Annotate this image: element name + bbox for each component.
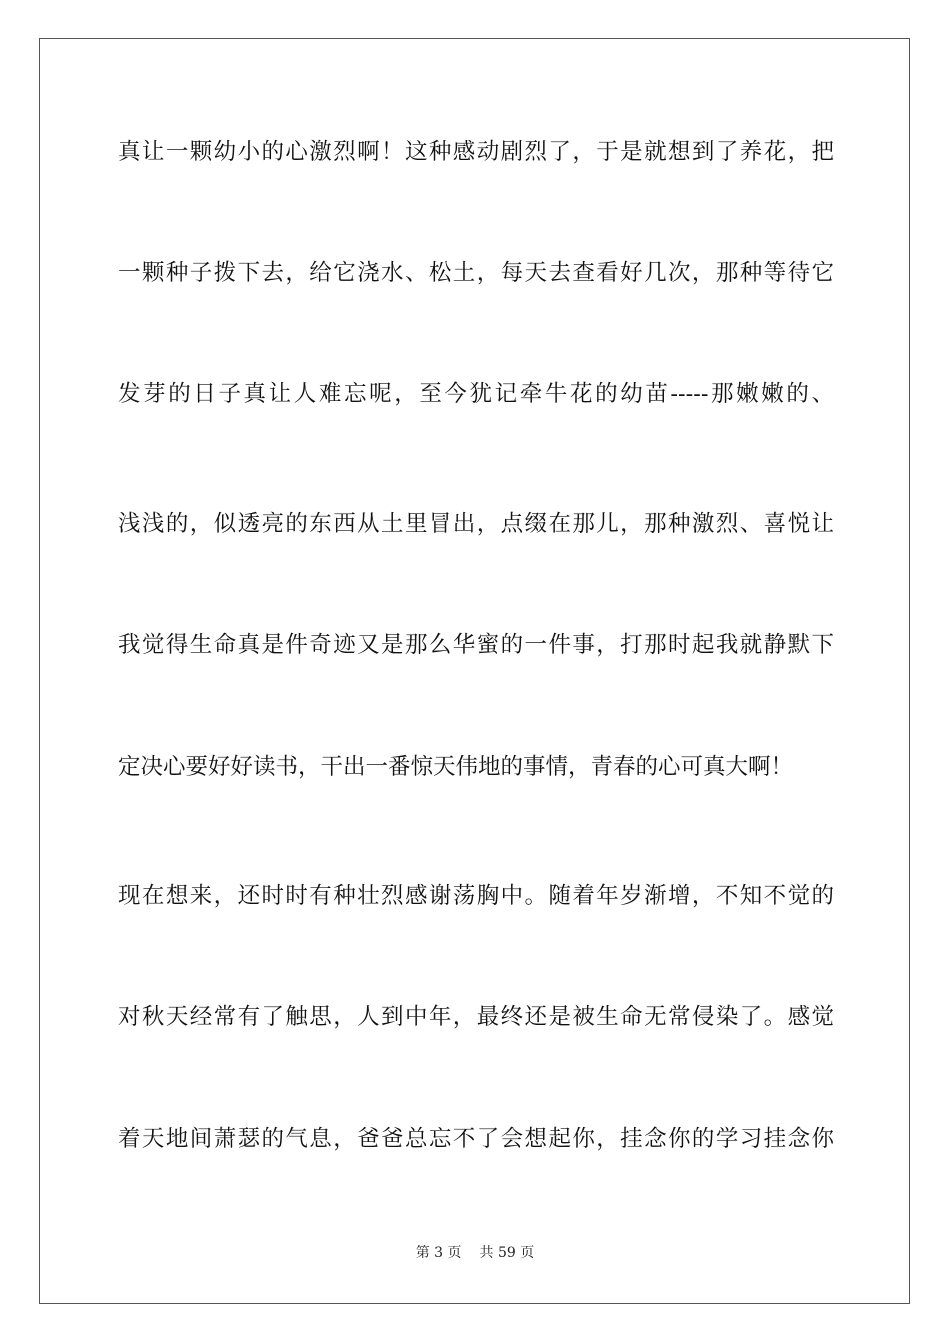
text-line: 一颗种子拨下去，给它浇水、松土，每天去查看好几次，那种等待它 xyxy=(118,260,834,286)
text-line: 定决心要好好读书，干出一番惊天伟地的事情，青春的心可真大啊！ xyxy=(118,754,794,780)
text-line: 浅浅的，似透亮的东西从土里冒出，点缀在那儿，那种激烈、喜悦让 xyxy=(118,511,834,537)
text-line: 着天地间萧瑟的气息，爸爸总忘不了会想起你，挂念你的学习挂念你 xyxy=(118,1126,834,1152)
text-line: 我觉得生命真是件奇迹又是那么华蜜的一件事，打那时起我就静默下 xyxy=(118,632,834,658)
page-border xyxy=(39,38,910,1304)
text-line: 真让一颗幼小的心激烈啊！这种感动剧烈了，于是就想到了养花，把 xyxy=(118,139,834,165)
text-line: 发芽的日子真让人难忘呢，至今犹记牵牛花的幼苗-----那嫩嫩的、 xyxy=(118,381,834,407)
text-line: 现在想来，还时时有种壮烈感谢荡胸中。随着年岁渐增，不知不觉的 xyxy=(118,883,834,909)
page-footer xyxy=(0,1243,950,1263)
page-total: 共 59 页 xyxy=(479,1245,535,1261)
text-line: 对秋天经常有了触思，人到中年，最终还是被生命无常侵染了。感觉 xyxy=(118,1004,834,1030)
page-number: 第 3 页 xyxy=(415,1245,462,1261)
